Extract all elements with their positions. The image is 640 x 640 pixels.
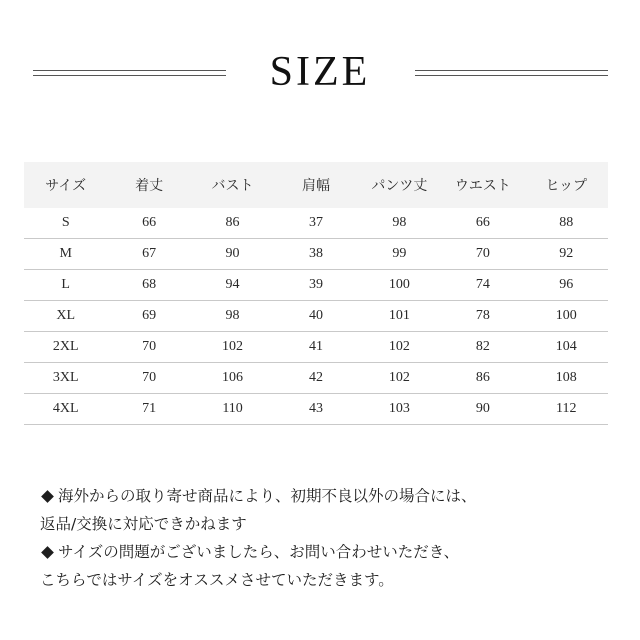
table-cell: 102: [191, 332, 274, 363]
size-table: [24, 162, 608, 425]
table-cell: 110: [191, 394, 274, 425]
table-cell: 106: [191, 363, 274, 394]
table-cell: 100: [358, 270, 441, 301]
table-row: [24, 270, 608, 301]
table-cell: 82: [441, 332, 524, 363]
note-paragraph: [40, 566, 620, 594]
table-cell: 98: [358, 208, 441, 239]
table-cell: 37: [274, 208, 357, 239]
table-cell: 69: [107, 301, 190, 332]
table-cell: 3XL: [24, 363, 107, 394]
title-rule-right: [415, 70, 608, 76]
table-cell: 70: [441, 239, 524, 270]
note-text: 海外からの取り寄せ商品により、初期不良以外の場合には、: [58, 487, 477, 505]
table-cell: M: [24, 239, 107, 270]
table-row: [24, 394, 608, 425]
table-cell: 101: [358, 301, 441, 332]
header-pants-length: パンツ丈: [358, 162, 441, 208]
table-cell: XL: [24, 301, 107, 332]
table-cell: 108: [525, 363, 608, 394]
header-length: 着丈: [107, 162, 190, 208]
table-header-row: [24, 162, 608, 208]
note-paragraph: [40, 482, 620, 510]
table-cell: 96: [525, 270, 608, 301]
table-cell: 86: [441, 363, 524, 394]
table-cell: 68: [107, 270, 190, 301]
header-waist: ウエスト: [441, 162, 524, 208]
table-cell: 102: [358, 332, 441, 363]
header-bust: バスト: [191, 162, 274, 208]
table-cell: 71: [107, 394, 190, 425]
table-cell: 100: [525, 301, 608, 332]
table-cell: 104: [525, 332, 608, 363]
page-title: SIZE: [269, 49, 371, 95]
table-cell: 39: [274, 270, 357, 301]
table-cell: 43: [274, 394, 357, 425]
table-cell: 41: [274, 332, 357, 363]
table-cell: 90: [191, 239, 274, 270]
header-hip: ヒップ: [525, 162, 608, 208]
table-cell: 103: [358, 394, 441, 425]
table-row: [24, 332, 608, 363]
table-cell: 66: [107, 208, 190, 239]
table-cell: S: [24, 208, 107, 239]
diamond-bullet-icon: [41, 546, 54, 559]
table-cell: 102: [358, 363, 441, 394]
table-cell: 70: [107, 332, 190, 363]
table-cell: 70: [107, 363, 190, 394]
table-cell: 67: [107, 239, 190, 270]
table-cell: L: [24, 270, 107, 301]
table-cell: 38: [274, 239, 357, 270]
table-cell: 112: [525, 394, 608, 425]
table-row: [24, 301, 608, 332]
table-cell: 74: [441, 270, 524, 301]
note-text: こちらではサイズをオススメさせていただきます。: [40, 571, 394, 589]
table-cell: 4XL: [24, 394, 107, 425]
title-section: [0, 40, 640, 104]
table-row: [24, 208, 608, 239]
table-cell: 66: [441, 208, 524, 239]
table-cell: 90: [441, 394, 524, 425]
table-cell: 99: [358, 239, 441, 270]
table-cell: 92: [525, 239, 608, 270]
header-shoulder: 肩幅: [274, 162, 357, 208]
notes-section: [40, 482, 620, 594]
note-text: 返品/交換に対応できかねます: [40, 515, 247, 533]
note-text: サイズの問題がございましたら、お問い合わせいただき、: [58, 543, 460, 561]
table-row: [24, 363, 608, 394]
table-cell: 78: [441, 301, 524, 332]
table-cell: 40: [274, 301, 357, 332]
table-cell: 42: [274, 363, 357, 394]
table-cell: 94: [191, 270, 274, 301]
table-cell: 88: [525, 208, 608, 239]
table-row: [24, 239, 608, 270]
table-cell: 98: [191, 301, 274, 332]
table-cell: 2XL: [24, 332, 107, 363]
note-paragraph: [40, 510, 620, 538]
header-size: サイズ: [24, 162, 107, 208]
note-paragraph: [40, 538, 620, 566]
table-cell: 86: [191, 208, 274, 239]
diamond-bullet-icon: [41, 490, 54, 503]
